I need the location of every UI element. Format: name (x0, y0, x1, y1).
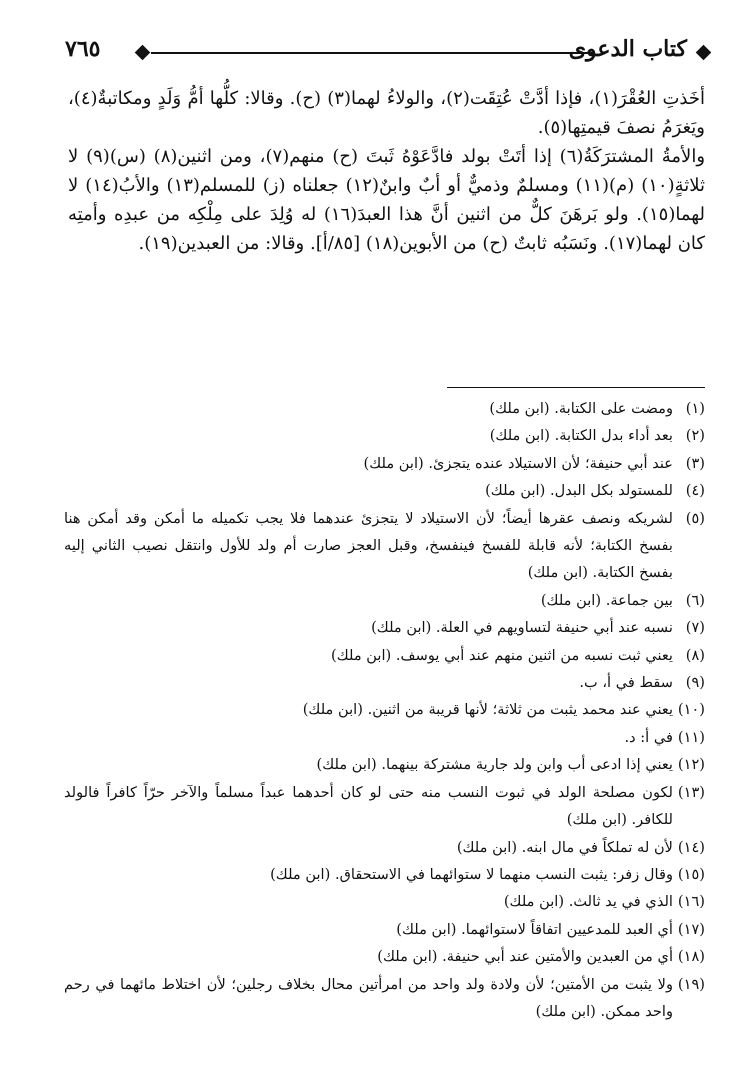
footnote-text: بعد أداء بدل الكتابة. (554, 427, 673, 445)
main-text (68, 84, 705, 258)
footnote-number: (١٧) (677, 920, 705, 938)
footnote (64, 395, 705, 422)
header-rule (151, 52, 595, 54)
footnote-text: أي العبد للمدعيين اتفاقاً لاستوائهما. (461, 920, 673, 938)
footnote-source: (ابن ملك) (377, 948, 438, 966)
footnote-number: (٧) (685, 619, 705, 637)
footnote (64, 642, 705, 669)
footnote-source: (ابن ملك) (527, 564, 588, 582)
footnote (64, 943, 705, 970)
footnote (64, 696, 705, 723)
main-paragraph: أخَذتِ العُقْرَ(١)، فإذا أدَّتْ عُتِقَت(٢)، والولاءُ لهما(٣) (ح). وقالا: كلُّها أمُّ وَلَدٍ ومكاتبةٌ(٤)، ويَغرَمُ نصفَ قيمتِها(٥). (68, 88, 705, 138)
footnote-text: بين جماعة. (605, 591, 673, 609)
diamond-ornament-icon (696, 45, 712, 61)
footnote-text: يعني إذا ادعى أب وابن ولد جارية مشتركة بينهما. (381, 756, 673, 774)
footnote-text: للمستولد بكل البدل. (549, 482, 673, 500)
footnote-source: (ابن ملك) (396, 920, 457, 938)
footnote-number: (٨) (685, 646, 705, 664)
footnote-number: (١٨) (677, 948, 705, 966)
diamond-ornament-icon (135, 45, 151, 61)
footnote-source: (ابن ملك) (566, 811, 627, 829)
footnote-source: (ابن ملك) (485, 482, 546, 500)
footnote-source: (ابن ملك) (456, 838, 518, 856)
footnote (64, 916, 705, 943)
footnote-number: (١٦) (677, 893, 705, 911)
footnote-number: (٩) (685, 674, 705, 692)
footnote (64, 505, 705, 587)
footnote-source: (ابن ملك) (503, 893, 565, 911)
footnote (64, 888, 705, 915)
footnote-text: في أ: د. (624, 728, 673, 746)
footnote-text: ولا يثبت من الأمتين؛ لأن ولادة ولد واحد من امرأتين محال بخلاف رجلين؛ لأن اختلاط مائهما في رحم واحد ممكن. (64, 975, 673, 1020)
footnote-source: (ابن ملك) (540, 591, 602, 609)
main-paragraph: والأمةُ المشترَكَةُ(٦) إذا أتَتْ بولد فادَّعَوْهُ ثَبتَ (ح) منهم(٧)، ومن اثنين(٨) (س)(٩) لا ثلاثةٍ(١٠) (م)(١١) ومسلمٌ وذميٌّ أو أبٌ وابنٌ(١٢) جعلناه (ز) للمسلم(١٣) والأبُ(١٤) لا لهما(١٥). ولو بَرهَنَ كلٌّ من اثنين أنَّ هذا العبدَ(١٦) له وُلِدَ على مِلْكِه من عبدِه وأمتِه كان لهما(١٧). ونَسَبُه ثابتٌ (ح) من الأبوين(١٨) [٨٥/أ]. وقالا: من العبدين(١٩). (68, 146, 706, 254)
footnote (64, 779, 705, 834)
footnote (64, 861, 705, 888)
footnote-number: (٢) (685, 427, 705, 445)
footnote-text: الذي في يد ثالث. (568, 893, 673, 911)
footnote-number: (٣) (685, 454, 705, 472)
footnotes (64, 395, 705, 1025)
footnote-text: يعني عند محمد يثبت من ثلاثة؛ لأنها قريبة من اثنين. (367, 701, 673, 719)
footnote (64, 614, 705, 641)
footnote-source: (ابن ملك) (363, 454, 424, 472)
footnote-source: (ابن ملك) (371, 619, 432, 637)
footnote-text: أي من العبدين والأمتين عند أبي حنيفة. (442, 948, 673, 966)
footnote-number: (١٣) (677, 783, 705, 801)
footnote-number: (١٩) (677, 975, 705, 993)
footnote-text: نسبه عند أبي حنيفة لتساويهم في العلة. (435, 619, 673, 637)
footnote-number: (١٤) (677, 838, 705, 856)
footnote-source: (ابن ملك) (489, 400, 550, 417)
footnote (64, 834, 705, 861)
page-header (65, 36, 711, 76)
footnote-text: يعني ثبت نسبه من اثنين منهم عند أبي يوسف. (395, 646, 673, 664)
footnote-text: عند أبي حنيفة؛ لأن الاستيلاد عنده يتجزئ. (428, 454, 673, 472)
footnote-text: ومضت على الكتابة. (554, 400, 673, 417)
footnote (64, 422, 705, 449)
footnote-number: (١١) (677, 728, 705, 746)
footnote-source: (ابن ملك) (302, 701, 363, 719)
footnote-number: (٤) (685, 482, 705, 500)
footnote-number: (١٥) (677, 865, 705, 883)
footnote-number: (٥) (685, 509, 705, 527)
footnote-source: (ابن ملك) (535, 1002, 596, 1020)
footnote-source: (ابن ملك) (489, 427, 550, 445)
footnote (64, 587, 705, 614)
footnote-number: (٦) (685, 591, 705, 609)
footnote (64, 724, 705, 751)
footnote-number: (١) (685, 400, 705, 417)
footnote (64, 477, 705, 504)
footnote (64, 971, 705, 1026)
footnote-text: لشريكه ونصف عقرها أيضاً؛ لأن الاستيلاد لا يتجزئ عندهما فلا يجب تكميله ما أمكن وقد أمكن هنا بفسخ الكتابة؛ لأنه قابلة للفسخ فينفسخ، وقبل العجز صارت أم ولد للأول وانتقل نصيب الثاني إليه بفسخ الكتابة. (64, 509, 673, 582)
footnote-number: (١٠) (677, 701, 705, 719)
footnote-divider (447, 387, 705, 388)
chapter-title: كتاب الدعوى (568, 36, 687, 62)
footnote-source: (ابن ملك) (316, 756, 377, 774)
footnote-text: وقال زفر: يثبت النسب منهما لا ستوائهما في الاستحقاق. (334, 865, 673, 883)
footnote-text: سقط في أ، ب. (579, 674, 673, 692)
footnote-text: لكون مصلحة الولد في ثبوت النسب منه حتى لو كان أحدهما عبداً مسلماً والآخر حرّاً كافراً فالولد للكافر. (64, 783, 673, 829)
footnote (64, 751, 705, 778)
footnote-number: (١٢) (677, 756, 705, 774)
footnote-source: (ابن ملك) (270, 865, 331, 883)
footnote (64, 669, 705, 696)
page-number: ٧٦٥ (65, 36, 101, 62)
footnote (64, 450, 705, 477)
footnote-text: لأن له تملكاً في مال ابنه. (521, 838, 673, 856)
footnote-source: (ابن ملك) (331, 646, 392, 664)
